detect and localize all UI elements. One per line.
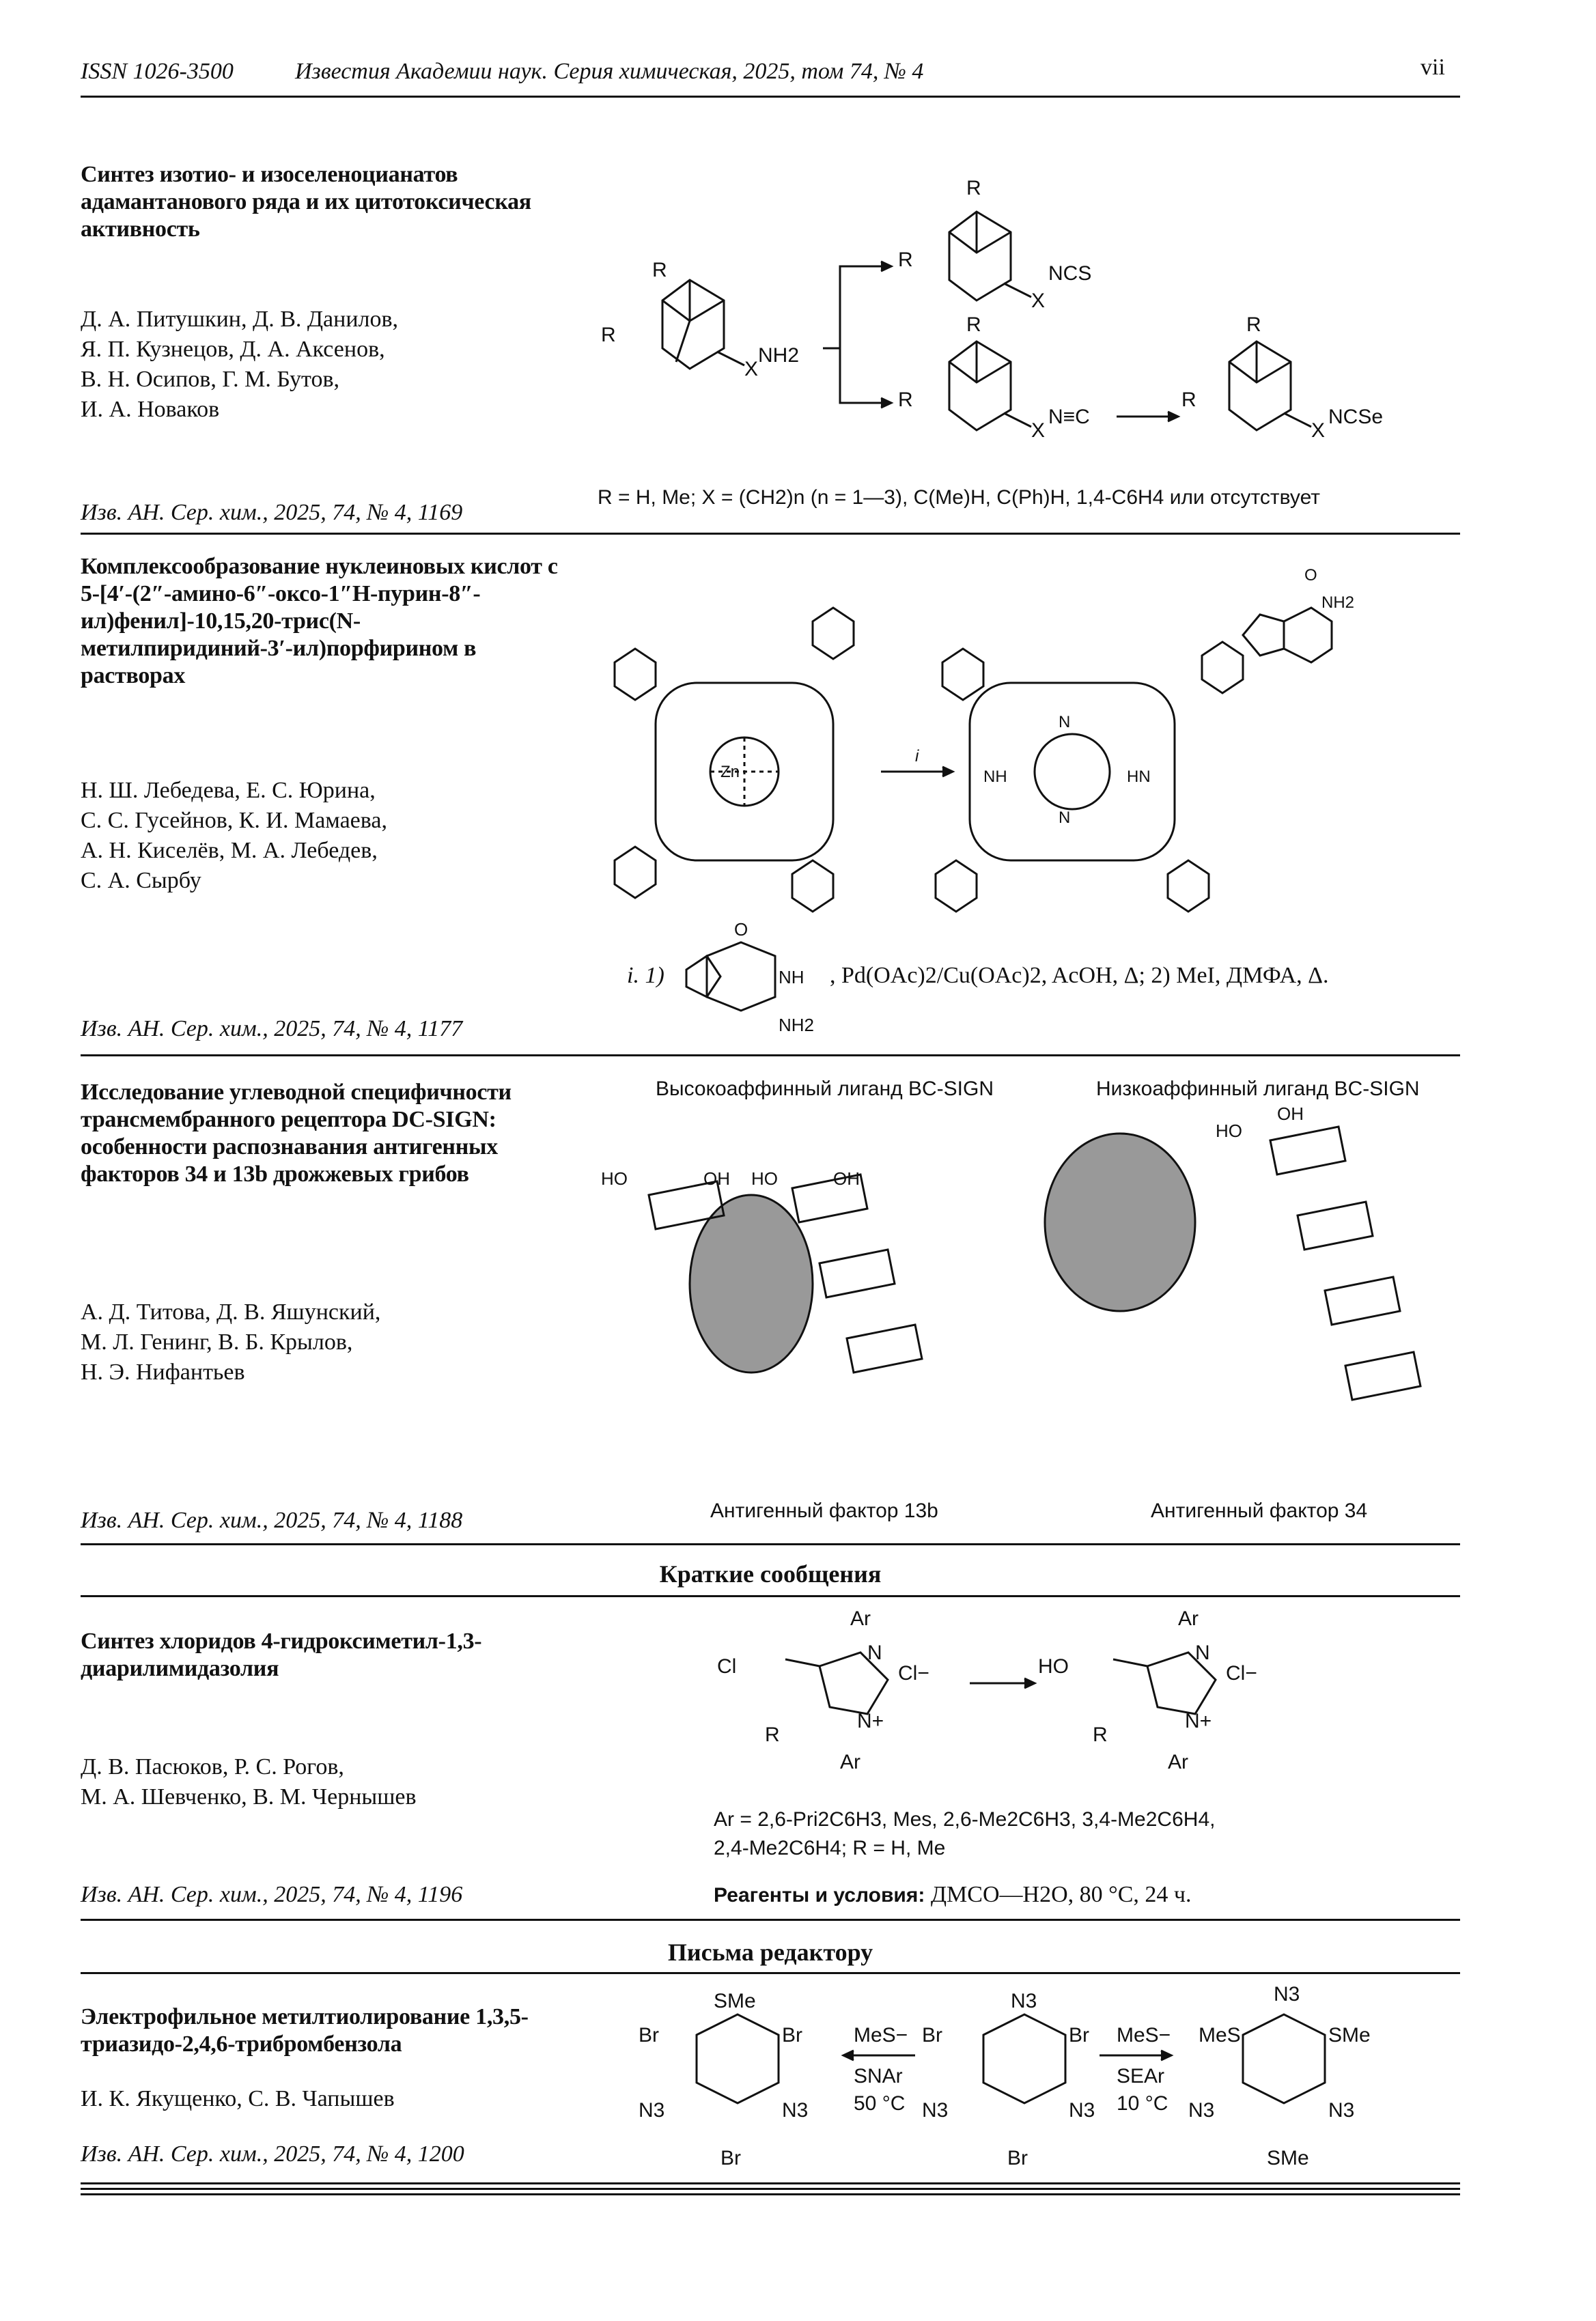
svg-text:HN: HN <box>1127 768 1151 786</box>
article-title[interactable]: Комплексообразование нуклеиновых кислот с 5-[4′-(2″-амино-6″-оксо-1″H-пурин-8″-ил)фенил]-10,15,20-трис(N-метилпиридиний-3′-ил)порфирином в растворах <box>81 554 558 688</box>
svg-text:N3: N3 <box>782 2099 809 2122</box>
porphyrin-scheme <box>587 539 1461 922</box>
svg-text:Ar: Ar <box>1168 1751 1188 1773</box>
low-affinity-title: Низкоаффинный лиганд BC-SIGN <box>1096 1078 1420 1100</box>
article-authors: И. К. Якущенко, С. В. Чапышев <box>81 2086 395 2111</box>
conditions <box>714 1882 1192 1908</box>
svg-text:R: R <box>966 313 981 336</box>
svg-text:Zn: Zn <box>720 763 740 781</box>
footer-rule-3 <box>81 2193 1460 2195</box>
article-reference[interactable]: Изв. АН. Сер. хим., 2025, 74, № 4, 1200 <box>81 2141 464 2167</box>
svg-text:R: R <box>652 259 667 281</box>
svg-text:N: N <box>1059 713 1071 731</box>
svg-text:O: O <box>734 922 748 940</box>
svg-text:SMe: SMe <box>1328 2024 1371 2046</box>
article-reference[interactable]: Изв. АН. Сер. хим., 2025, 74, № 4, 1196 <box>81 1882 463 1907</box>
svg-text:R: R <box>966 177 981 199</box>
svg-text:NH2: NH2 <box>1321 593 1355 612</box>
svg-text:X: X <box>1311 419 1326 442</box>
svg-text:R: R <box>898 249 913 271</box>
svg-text:Br: Br <box>1007 2147 1028 2169</box>
svg-text:50 °C: 50 °C <box>854 2092 906 2115</box>
svg-text:HO: HO <box>601 1168 628 1189</box>
svg-text:MeS−: MeS− <box>1117 2024 1171 2046</box>
svg-text:SMe: SMe <box>714 1990 756 2012</box>
article-authors: Н. Ш. Лебедева, Е. С. Юрина, С. С. Гусейнов, К. И. Мамаева, А. Н. Киселёв, М. А. Лебедев, С. А. Сырбу <box>81 778 387 893</box>
reagents-text: , Pd(OAc)2/Cu(OAc)2, AcOH, Δ; 2) MeI, ДМФА, Δ. <box>830 963 1329 988</box>
guanine-structure <box>666 922 830 1038</box>
svg-text:N+: N+ <box>1185 1710 1212 1732</box>
page-number: vii <box>1420 55 1445 80</box>
article-divider <box>81 1543 1460 1545</box>
imidazolium-scheme <box>710 1605 1393 1782</box>
svg-text:HO: HO <box>1216 1121 1242 1141</box>
adamantane-scheme <box>587 164 1461 533</box>
svg-text:X: X <box>1031 419 1046 442</box>
svg-text:Ar: Ar <box>1178 1607 1199 1630</box>
section-rule <box>81 1972 1460 1974</box>
svg-text:SEAr: SEAr <box>1117 2065 1165 2087</box>
triazide-scheme <box>628 1980 1461 2185</box>
svg-text:MeS−: MeS− <box>854 2024 908 2046</box>
conditions-label: Реагенты и условия: <box>714 1884 925 1907</box>
mannan-scheme <box>587 1106 1461 1489</box>
svg-text:HO: HO <box>1038 1655 1069 1678</box>
svg-text:N3: N3 <box>1188 2099 1215 2122</box>
svg-text:10 °C: 10 °C <box>1117 2092 1168 2115</box>
svg-text:R: R <box>1181 389 1196 411</box>
svg-text:N+: N+ <box>857 1710 884 1732</box>
svg-text:SNAr: SNAr <box>854 2065 903 2087</box>
reagents-prefix: i. 1) <box>627 963 664 988</box>
svg-text:R: R <box>601 324 616 346</box>
article-reference[interactable]: Изв. АН. Сер. хим., 2025, 74, № 4, 1177 <box>81 1016 463 1041</box>
scheme-caption: R = H, Me; X = (CH2)n (n = 1—3), C(Me)H, C(Ph)H, 1,4-C6H4 или отсутствует <box>598 486 1320 509</box>
article-title[interactable]: Исследование углеводной специфичности трансмембранного рецептора DC-SIGN: особенности распознавания антигенных факторов 34 и 13b дрожжевых грибов <box>81 1080 512 1187</box>
article-authors: Д. В. Пасюков, Р. С. Рогов, М. А. Шевченко, В. М. Чернышев <box>81 1754 417 1810</box>
svg-text:NCS: NCS <box>1048 262 1092 285</box>
svg-text:N3: N3 <box>1274 1983 1300 2006</box>
svg-text:N3: N3 <box>1069 2099 1095 2122</box>
svg-text:Cl−: Cl− <box>1226 1662 1257 1685</box>
svg-text:N3: N3 <box>922 2099 949 2122</box>
high-affinity-title: Высокоаффинный лиганд BC-SIGN <box>656 1078 994 1100</box>
svg-text:MeS: MeS <box>1199 2024 1241 2046</box>
footer-rule-1 <box>81 2182 1460 2184</box>
article-title[interactable]: Синтез изотио- и изоселеноцианатов адамантанового ряда и их цитотоксическая активность <box>81 162 531 242</box>
svg-text:i: i <box>915 747 919 765</box>
ar-definitions-2: 2,4-Me2C6H4; R = H, Me <box>714 1837 946 1859</box>
issn: ISSN 1026-3500 <box>81 59 234 84</box>
svg-text:NH: NH <box>779 967 804 987</box>
svg-text:Br: Br <box>1069 2024 1089 2046</box>
svg-text:Br: Br <box>922 2024 942 2046</box>
article-divider <box>81 1054 1460 1056</box>
svg-text:Br: Br <box>782 2024 802 2046</box>
svg-text:N≡C: N≡C <box>1048 406 1090 428</box>
svg-text:OH: OH <box>833 1168 860 1189</box>
svg-text:NH2: NH2 <box>758 344 800 367</box>
journal-title: Известия Академии наук. Серия химическая, 2025, том 74, № 4 <box>295 59 924 84</box>
article-divider <box>81 1919 1460 1921</box>
footer-rule-2 <box>81 2188 1460 2190</box>
svg-text:Ar: Ar <box>850 1607 871 1630</box>
header-rule <box>81 96 1460 98</box>
section-rule <box>81 1595 1460 1597</box>
svg-text:R: R <box>1246 313 1261 336</box>
article-authors: Д. А. Питушкин, Д. В. Данилов, Я. П. Кузнецов, Д. А. Аксенов, В. Н. Осипов, Г. М. Бутов, И. А. Новаков <box>81 307 399 422</box>
svg-text:N: N <box>867 1642 882 1664</box>
svg-text:R: R <box>898 389 913 411</box>
svg-text:NCSe: NCSe <box>1328 406 1384 428</box>
factor-13b-caption: Антигенный фактор 13b <box>710 1500 938 1522</box>
svg-text:Ar: Ar <box>840 1751 860 1773</box>
article-authors: А. Д. Титова, Д. В. Яшунский, М. Л. Генинг, В. Б. Крылов, Н. Э. Нифантьев <box>81 1299 381 1385</box>
svg-text:OH: OH <box>1277 1106 1304 1124</box>
svg-text:Br: Br <box>639 2024 659 2046</box>
article-reference[interactable]: Изв. АН. Сер. хим., 2025, 74, № 4, 1169 <box>81 500 463 525</box>
svg-text:Cl−: Cl− <box>898 1662 929 1685</box>
svg-text:X: X <box>744 358 759 380</box>
svg-text:Br: Br <box>720 2147 741 2169</box>
svg-text:N: N <box>1059 808 1071 827</box>
svg-text:R: R <box>1093 1724 1108 1746</box>
svg-text:N3: N3 <box>639 2099 665 2122</box>
svg-text:N: N <box>1195 1642 1210 1664</box>
svg-text:OH: OH <box>703 1168 730 1189</box>
article-reference[interactable]: Изв. АН. Сер. хим., 2025, 74, № 4, 1188 <box>81 1508 463 1533</box>
svg-text:HO: HO <box>751 1168 778 1189</box>
section-short-communications: Краткие сообщения <box>659 1560 882 1588</box>
conditions-text: ДМСО—H2O, 80 °C, 24 ч. <box>930 1882 1192 1907</box>
section-letters: Письма редактору <box>667 1939 873 1966</box>
svg-text:NH2: NH2 <box>779 1015 815 1035</box>
article-title[interactable]: Электрофильное метилтиолирование 1,3,5-триазидо-2,4,6-трибромбензола <box>81 2004 529 2057</box>
svg-text:N3: N3 <box>1328 2099 1355 2122</box>
svg-text:R: R <box>765 1724 780 1746</box>
svg-text:Cl: Cl <box>717 1655 737 1678</box>
svg-text:N3: N3 <box>1011 1990 1037 2012</box>
article-divider <box>81 533 1460 535</box>
svg-text:X: X <box>1031 290 1046 312</box>
svg-text:NH: NH <box>983 768 1007 786</box>
ar-definitions: Ar = 2,6-Pri2C6H3, Mes, 2,6-Me2C6H3, 3,4-Me2C6H4, <box>714 1808 1216 1831</box>
svg-text:O: O <box>1304 566 1317 585</box>
factor-34-caption: Антигенный фактор 34 <box>1151 1500 1368 1522</box>
article-title[interactable]: Синтез хлоридов 4-гидроксиметил-1,3-диарилимидазолия <box>81 1629 482 1681</box>
svg-text:SMe: SMe <box>1267 2147 1309 2169</box>
